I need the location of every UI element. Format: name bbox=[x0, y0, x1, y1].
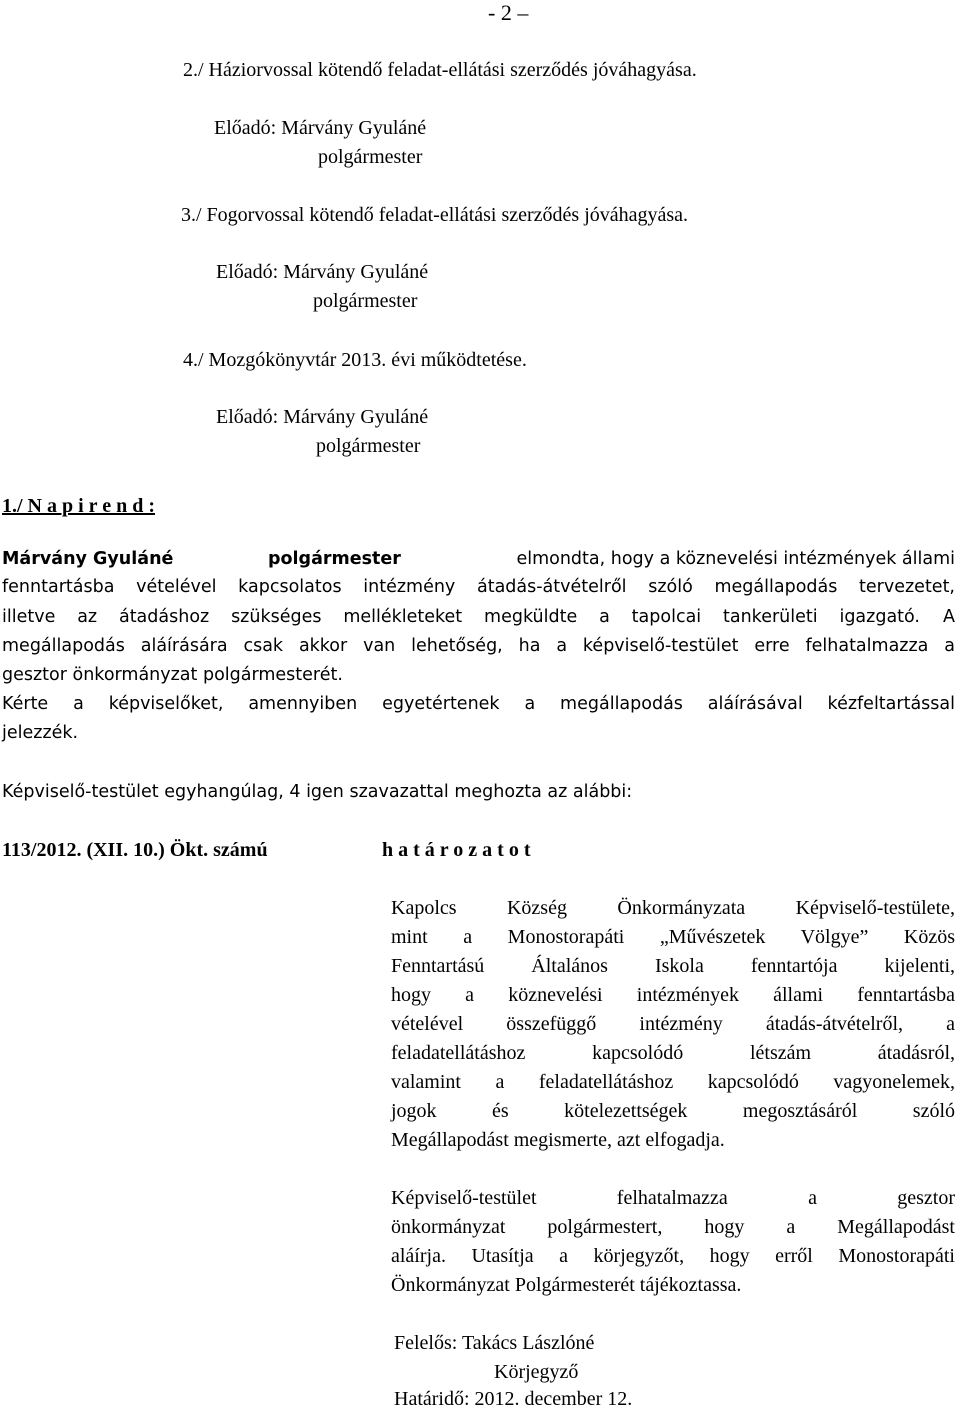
resolution-p1-line-6: feladatellátáshoz kapcsolódó létszám átadásról, bbox=[391, 1042, 955, 1064]
page-number: - 2 – bbox=[488, 0, 529, 25]
intro-line-3-text: illetve az átadáshoz szükséges mellékleteket megküldte a tapolcai tankerületi igazgató. bbox=[2, 607, 920, 627]
intro-speaker-role: polgármester bbox=[268, 549, 401, 569]
intro-line-1 bbox=[2, 547, 955, 571]
resolution-p1-line-9: Megállapodást megismerte, azt elfogadja. bbox=[391, 1129, 725, 1151]
responsible-role: Körjegyző bbox=[494, 1361, 579, 1383]
agenda-item-4-title: 4./ Mozgókönyvtár 2013. évi működtetése. bbox=[183, 349, 527, 371]
intro-line-2: fenntartásba vételével kapcsolatos intézmény átadás-átvételről szóló megállapodás tervezetet, bbox=[2, 577, 955, 597]
responsible: Felelős: Takács Lászlóné bbox=[394, 1332, 595, 1354]
intro-line-1-rest: elmondta, hogy a köznevelési intézmények állami bbox=[516, 549, 955, 569]
intro-line-6: Kérte a képviselőket, amennyiben egyetértenek a megállapodás aláírásával kézfeltartással bbox=[2, 694, 955, 714]
intro-speaker: Márvány Gyuláné bbox=[2, 549, 174, 569]
deadline: Határidő: 2012. december 12. bbox=[394, 1388, 633, 1410]
agenda-item-2-title: 2./ Háziorvossal kötendő feladat-ellátási szerződés jóváhagyása. bbox=[183, 59, 697, 81]
resolution-p1-line-4: hogy a köznevelési intézmények állami fenntartásba bbox=[391, 984, 955, 1006]
agenda-item-3-role: polgármester bbox=[313, 290, 418, 312]
resolution-p1-line-1: Kapolcs Község Önkormányzata Képviselő-testülete, bbox=[391, 897, 955, 919]
intro-line-5: gesztor önkormányzat polgármesterét. bbox=[2, 665, 343, 685]
agenda-item-3-title: 3./ Fogorvossal kötendő feladat-ellátási szerződés jóváhagyása. bbox=[181, 204, 689, 226]
vote-line: Képviselő-testület egyhangúlag, 4 igen szavazattal meghozta az alábbi: bbox=[2, 782, 633, 802]
resolution-p1-line-7: valamint a feladatellátáshoz kapcsolódó vagyonelemek, bbox=[391, 1071, 955, 1093]
resolution-p2-line-2: önkormányzat polgármestert, hogy a Megállapodást bbox=[391, 1216, 955, 1238]
agenda-item-4-presenter: Előadó: Márvány Gyuláné bbox=[216, 406, 429, 428]
intro-line-3-trailing: A bbox=[943, 607, 955, 627]
resolution-p2-line-1: Képviselő-testület felhatalmazza a gesztor bbox=[391, 1187, 955, 1209]
resolution-p1-line-8: jogok és kötelezettségek megosztásáról szóló bbox=[391, 1100, 955, 1122]
agenda-item-4-role: polgármester bbox=[316, 435, 421, 457]
resolution-p1-line-3: Fenntartású Általános Iskola fenntartója kijelenti, bbox=[391, 955, 955, 977]
resolution-number: 113/2012. (XII. 10.) Ökt. számú bbox=[2, 839, 268, 861]
intro-line-7: jelezzék. bbox=[2, 723, 79, 743]
resolution-p2-line-4: Önkormányzat Polgármesterét tájékoztassa. bbox=[391, 1274, 742, 1296]
section-heading: 1./ N a p i r e n d : bbox=[2, 495, 155, 517]
intro-line-4: megállapodás aláírására csak akkor van lehetőség, ha a képviselő-testület erre felhatalmazza a bbox=[2, 636, 955, 656]
resolution-p1-line-5: vételével összefüggő intézmény átadás-átvételről, a bbox=[391, 1013, 955, 1035]
agenda-item-3-presenter: Előadó: Márvány Gyuláné bbox=[216, 261, 429, 283]
agenda-item-2-presenter: Előadó: Márvány Gyuláné bbox=[214, 117, 427, 139]
resolution-p1-line-2: mint a Monostorapáti „Művészetek Völgye” Közös bbox=[391, 926, 955, 948]
resolution-p2-line-3: aláírja. Utasítja a körjegyzőt, hogy erről Monostorapáti bbox=[391, 1245, 955, 1267]
intro-line-3 bbox=[2, 605, 955, 629]
agenda-item-2-role: polgármester bbox=[318, 146, 423, 168]
resolution-label: h a t á r o z a t o t bbox=[382, 839, 531, 861]
